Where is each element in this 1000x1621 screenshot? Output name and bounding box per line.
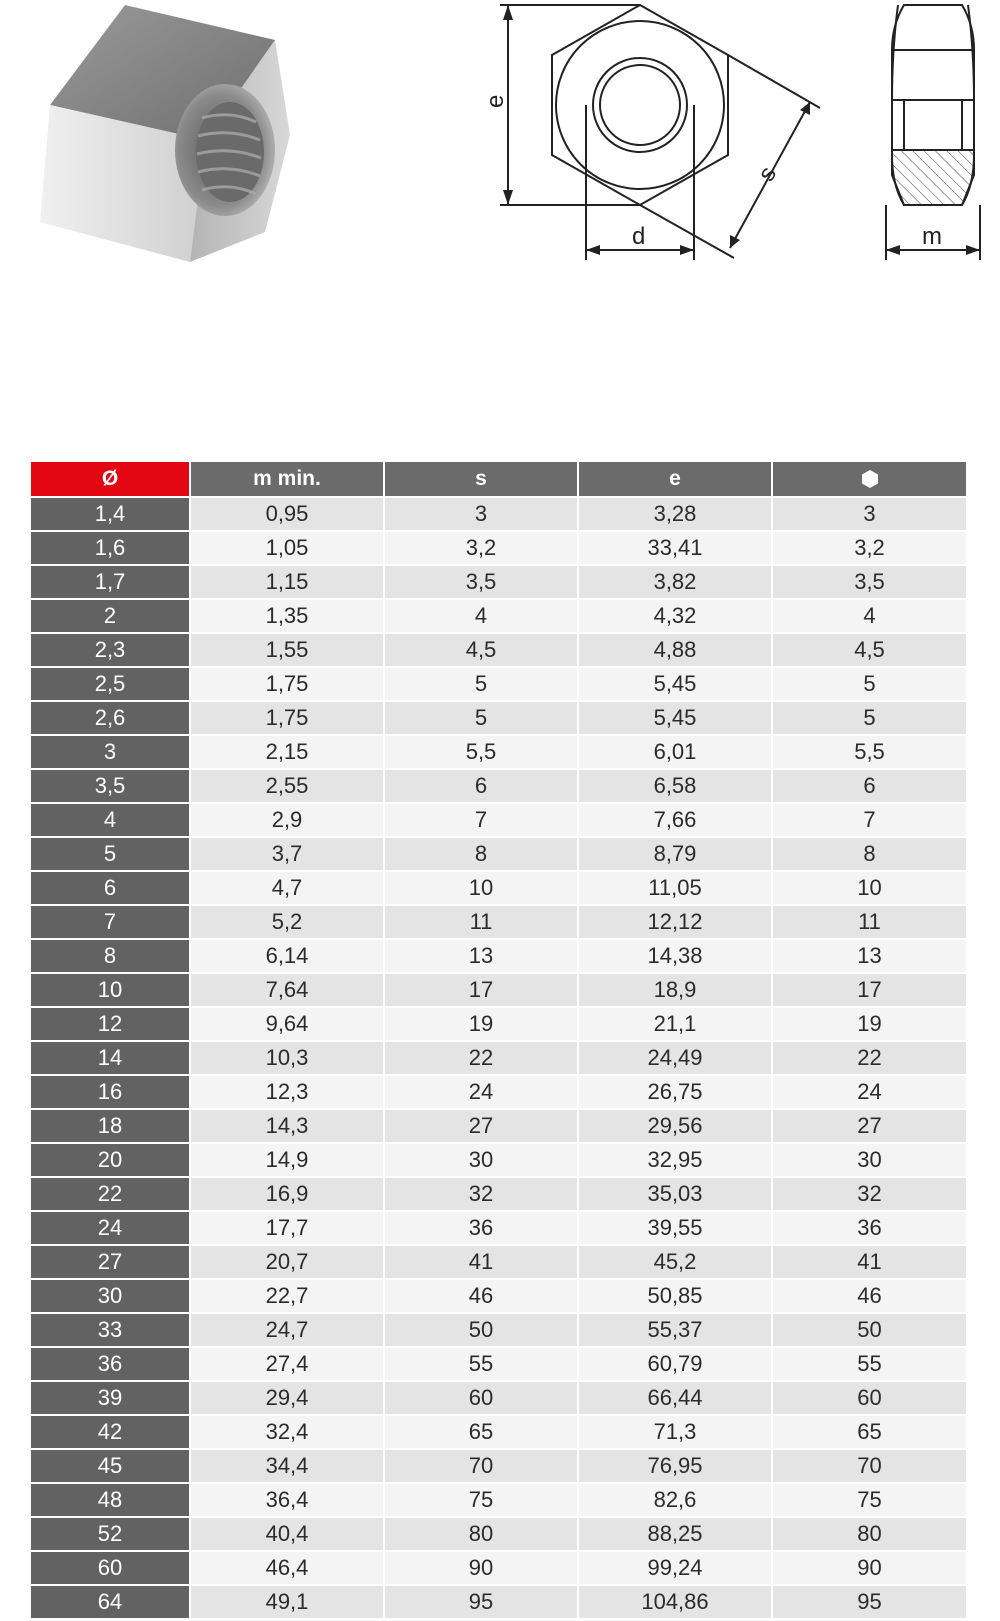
cell-s: 65 bbox=[385, 1416, 579, 1450]
cell-s: 80 bbox=[385, 1518, 579, 1552]
table-row bbox=[31, 1416, 968, 1450]
table-row bbox=[31, 906, 968, 940]
cell-s: 5 bbox=[385, 668, 579, 702]
cell-e: 39,55 bbox=[579, 1212, 773, 1246]
table-row bbox=[31, 532, 968, 566]
cell-diameter: 52 bbox=[31, 1518, 191, 1552]
cell-m-min: 32,4 bbox=[191, 1416, 385, 1450]
table-row bbox=[31, 1314, 968, 1348]
table-row bbox=[31, 1450, 968, 1484]
header-s: s bbox=[385, 462, 579, 498]
table-row bbox=[31, 566, 968, 600]
cell-s: 27 bbox=[385, 1110, 579, 1144]
table-row bbox=[31, 634, 968, 668]
cell-m-min: 16,9 bbox=[191, 1178, 385, 1212]
cell-e: 8,79 bbox=[579, 838, 773, 872]
cell-e: 18,9 bbox=[579, 974, 773, 1008]
cell-hex-size: 19 bbox=[773, 1008, 968, 1042]
table-row bbox=[31, 770, 968, 804]
cell-diameter: 48 bbox=[31, 1484, 191, 1518]
cell-diameter: 18 bbox=[31, 1110, 191, 1144]
cell-e: 7,66 bbox=[579, 804, 773, 838]
cell-m-min: 20,7 bbox=[191, 1246, 385, 1280]
cell-m-min: 1,75 bbox=[191, 702, 385, 736]
cell-hex-size: 4 bbox=[773, 600, 968, 634]
cell-diameter: 2 bbox=[31, 600, 191, 634]
cell-hex-size: 5 bbox=[773, 668, 968, 702]
dimension-label-m: m bbox=[922, 223, 942, 250]
cell-hex-size: 95 bbox=[773, 1586, 968, 1620]
cell-hex-size: 36 bbox=[773, 1212, 968, 1246]
cell-e: 32,95 bbox=[579, 1144, 773, 1178]
table-row bbox=[31, 974, 968, 1008]
cell-hex-size: 3,2 bbox=[773, 532, 968, 566]
cell-diameter: 12 bbox=[31, 1008, 191, 1042]
cell-diameter: 3,5 bbox=[31, 770, 191, 804]
cell-m-min: 6,14 bbox=[191, 940, 385, 974]
cell-e: 6,01 bbox=[579, 736, 773, 770]
cell-diameter: 33 bbox=[31, 1314, 191, 1348]
cell-s: 60 bbox=[385, 1382, 579, 1416]
cell-s: 4,5 bbox=[385, 634, 579, 668]
cell-e: 45,2 bbox=[579, 1246, 773, 1280]
cell-hex-size: 90 bbox=[773, 1552, 968, 1586]
cell-diameter: 6 bbox=[31, 872, 191, 906]
cell-diameter: 1,6 bbox=[31, 532, 191, 566]
cell-s: 13 bbox=[385, 940, 579, 974]
cell-hex-size: 70 bbox=[773, 1450, 968, 1484]
cell-diameter: 1,4 bbox=[31, 498, 191, 532]
cell-m-min: 3,7 bbox=[191, 838, 385, 872]
cell-s: 8 bbox=[385, 838, 579, 872]
cell-s: 3,5 bbox=[385, 566, 579, 600]
table-row bbox=[31, 1144, 968, 1178]
cell-e: 4,88 bbox=[579, 634, 773, 668]
cell-m-min: 1,75 bbox=[191, 668, 385, 702]
table-row bbox=[31, 804, 968, 838]
cell-e: 26,75 bbox=[579, 1076, 773, 1110]
cell-s: 5,5 bbox=[385, 736, 579, 770]
cell-e: 71,3 bbox=[579, 1416, 773, 1450]
cell-e: 6,58 bbox=[579, 770, 773, 804]
cell-s: 6 bbox=[385, 770, 579, 804]
cell-hex-size: 13 bbox=[773, 940, 968, 974]
hex-nut-dimensions-table bbox=[31, 462, 968, 1620]
cell-e: 99,24 bbox=[579, 1552, 773, 1586]
cell-e: 14,38 bbox=[579, 940, 773, 974]
cell-m-min: 34,4 bbox=[191, 1450, 385, 1484]
cell-hex-size: 22 bbox=[773, 1042, 968, 1076]
cell-diameter: 2,6 bbox=[31, 702, 191, 736]
cell-m-min: 36,4 bbox=[191, 1484, 385, 1518]
cell-m-min: 2,55 bbox=[191, 770, 385, 804]
cell-hex-size: 32 bbox=[773, 1178, 968, 1212]
table-row bbox=[31, 600, 968, 634]
cell-m-min: 2,9 bbox=[191, 804, 385, 838]
table-row bbox=[31, 838, 968, 872]
table-row bbox=[31, 1178, 968, 1212]
table-header-row bbox=[31, 462, 968, 498]
cell-s: 3 bbox=[385, 498, 579, 532]
cell-s: 75 bbox=[385, 1484, 579, 1518]
dimension-label-d: d bbox=[632, 223, 646, 250]
cell-s: 95 bbox=[385, 1586, 579, 1620]
cell-e: 3,82 bbox=[579, 566, 773, 600]
cell-m-min: 9,64 bbox=[191, 1008, 385, 1042]
cell-diameter: 1,7 bbox=[31, 566, 191, 600]
cell-diameter: 22 bbox=[31, 1178, 191, 1212]
cell-m-min: 14,9 bbox=[191, 1144, 385, 1178]
cell-e: 35,03 bbox=[579, 1178, 773, 1212]
cell-hex-size: 11 bbox=[773, 906, 968, 940]
cell-hex-size: 4,5 bbox=[773, 634, 968, 668]
cell-diameter: 45 bbox=[31, 1450, 191, 1484]
cell-hex-size: 55 bbox=[773, 1348, 968, 1382]
cell-e: 21,1 bbox=[579, 1008, 773, 1042]
table-row bbox=[31, 1280, 968, 1314]
cell-s: 11 bbox=[385, 906, 579, 940]
cell-m-min: 17,7 bbox=[191, 1212, 385, 1246]
table-row bbox=[31, 1076, 968, 1110]
cell-diameter: 42 bbox=[31, 1416, 191, 1450]
cell-hex-size: 5,5 bbox=[773, 736, 968, 770]
cell-s: 50 bbox=[385, 1314, 579, 1348]
dimension-label-s: s bbox=[752, 162, 783, 186]
table-row bbox=[31, 1518, 968, 1552]
cell-m-min: 49,1 bbox=[191, 1586, 385, 1620]
table-row bbox=[31, 1484, 968, 1518]
cell-diameter: 8 bbox=[31, 940, 191, 974]
cell-hex-size: 3 bbox=[773, 498, 968, 532]
table-row bbox=[31, 1008, 968, 1042]
cell-e: 24,49 bbox=[579, 1042, 773, 1076]
cell-s: 3,2 bbox=[385, 532, 579, 566]
table-row bbox=[31, 702, 968, 736]
header-m-min: m min. bbox=[191, 462, 385, 498]
cell-e: 3,28 bbox=[579, 498, 773, 532]
cell-s: 36 bbox=[385, 1212, 579, 1246]
cell-s: 90 bbox=[385, 1552, 579, 1586]
cell-m-min: 2,15 bbox=[191, 736, 385, 770]
cell-diameter: 60 bbox=[31, 1552, 191, 1586]
cell-s: 70 bbox=[385, 1450, 579, 1484]
cell-m-min: 1,15 bbox=[191, 566, 385, 600]
cell-diameter: 3 bbox=[31, 736, 191, 770]
cell-diameter: 39 bbox=[31, 1382, 191, 1416]
cell-s: 19 bbox=[385, 1008, 579, 1042]
table-row bbox=[31, 1042, 968, 1076]
cell-diameter: 24 bbox=[31, 1212, 191, 1246]
cell-e: 88,25 bbox=[579, 1518, 773, 1552]
cell-s: 24 bbox=[385, 1076, 579, 1110]
hex-nut-front-view-drawing bbox=[482, 0, 840, 275]
cell-hex-size: 3,5 bbox=[773, 566, 968, 600]
cell-hex-size: 65 bbox=[773, 1416, 968, 1450]
cell-e: 55,37 bbox=[579, 1314, 773, 1348]
cell-diameter: 14 bbox=[31, 1042, 191, 1076]
table-row bbox=[31, 872, 968, 906]
cell-e: 12,12 bbox=[579, 906, 773, 940]
cell-s: 46 bbox=[385, 1280, 579, 1314]
cell-m-min: 5,2 bbox=[191, 906, 385, 940]
cell-s: 4 bbox=[385, 600, 579, 634]
cell-s: 55 bbox=[385, 1348, 579, 1382]
cell-e: 29,56 bbox=[579, 1110, 773, 1144]
cell-e: 5,45 bbox=[579, 668, 773, 702]
cell-m-min: 10,3 bbox=[191, 1042, 385, 1076]
cell-hex-size: 6 bbox=[773, 770, 968, 804]
dimension-label-e: e bbox=[482, 94, 509, 108]
cell-hex-size: 30 bbox=[773, 1144, 968, 1178]
cell-m-min: 12,3 bbox=[191, 1076, 385, 1110]
table-row bbox=[31, 1246, 968, 1280]
cell-diameter: 2,3 bbox=[31, 634, 191, 668]
cell-diameter: 5 bbox=[31, 838, 191, 872]
table-row bbox=[31, 1382, 968, 1416]
cell-m-min: 1,55 bbox=[191, 634, 385, 668]
cell-diameter: 16 bbox=[31, 1076, 191, 1110]
cell-m-min: 29,4 bbox=[191, 1382, 385, 1416]
cell-m-min: 24,7 bbox=[191, 1314, 385, 1348]
cell-m-min: 22,7 bbox=[191, 1280, 385, 1314]
cell-s: 32 bbox=[385, 1178, 579, 1212]
cell-e: 4,32 bbox=[579, 600, 773, 634]
cell-diameter: 4 bbox=[31, 804, 191, 838]
cell-hex-size: 7 bbox=[773, 804, 968, 838]
cell-hex-size: 24 bbox=[773, 1076, 968, 1110]
cell-e: 60,79 bbox=[579, 1348, 773, 1382]
cell-diameter: 64 bbox=[31, 1586, 191, 1620]
cell-diameter: 27 bbox=[31, 1246, 191, 1280]
cell-m-min: 0,95 bbox=[191, 498, 385, 532]
cell-m-min: 7,64 bbox=[191, 974, 385, 1008]
cell-m-min: 40,4 bbox=[191, 1518, 385, 1552]
cell-hex-size: 50 bbox=[773, 1314, 968, 1348]
cell-diameter: 20 bbox=[31, 1144, 191, 1178]
cell-m-min: 14,3 bbox=[191, 1110, 385, 1144]
table-row bbox=[31, 1348, 968, 1382]
cell-e: 5,45 bbox=[579, 702, 773, 736]
cell-hex-size: 10 bbox=[773, 872, 968, 906]
cell-diameter: 10 bbox=[31, 974, 191, 1008]
cell-hex-size: 60 bbox=[773, 1382, 968, 1416]
cell-s: 30 bbox=[385, 1144, 579, 1178]
table-row bbox=[31, 1586, 968, 1620]
table-row bbox=[31, 1212, 968, 1246]
hex-nut-photo bbox=[30, 0, 300, 275]
cell-diameter: 7 bbox=[31, 906, 191, 940]
cell-s: 10 bbox=[385, 872, 579, 906]
hexagon-icon bbox=[861, 469, 879, 489]
cell-e: 66,44 bbox=[579, 1382, 773, 1416]
cell-m-min: 1,35 bbox=[191, 600, 385, 634]
header-hex-size bbox=[773, 462, 968, 498]
table-row bbox=[31, 1552, 968, 1586]
cell-diameter: 30 bbox=[31, 1280, 191, 1314]
cell-hex-size: 46 bbox=[773, 1280, 968, 1314]
cell-hex-size: 17 bbox=[773, 974, 968, 1008]
cell-hex-size: 80 bbox=[773, 1518, 968, 1552]
cell-e: 76,95 bbox=[579, 1450, 773, 1484]
table-row bbox=[31, 1110, 968, 1144]
table-row bbox=[31, 668, 968, 702]
cell-diameter: 2,5 bbox=[31, 668, 191, 702]
cell-hex-size: 41 bbox=[773, 1246, 968, 1280]
hex-nut-side-view-drawing bbox=[886, 0, 996, 275]
cell-s: 41 bbox=[385, 1246, 579, 1280]
cell-m-min: 1,05 bbox=[191, 532, 385, 566]
cell-hex-size: 27 bbox=[773, 1110, 968, 1144]
header-diameter: Ø bbox=[31, 462, 191, 498]
header-e: e bbox=[579, 462, 773, 498]
cell-hex-size: 8 bbox=[773, 838, 968, 872]
cell-s: 5 bbox=[385, 702, 579, 736]
cell-diameter: 36 bbox=[31, 1348, 191, 1382]
cell-m-min: 4,7 bbox=[191, 872, 385, 906]
cell-s: 17 bbox=[385, 974, 579, 1008]
table-row bbox=[31, 498, 968, 532]
cell-e: 104,86 bbox=[579, 1586, 773, 1620]
cell-m-min: 27,4 bbox=[191, 1348, 385, 1382]
cell-e: 33,41 bbox=[579, 532, 773, 566]
cell-hex-size: 5 bbox=[773, 702, 968, 736]
table-row bbox=[31, 940, 968, 974]
cell-m-min: 46,4 bbox=[191, 1552, 385, 1586]
cell-s: 7 bbox=[385, 804, 579, 838]
cell-e: 50,85 bbox=[579, 1280, 773, 1314]
cell-s: 22 bbox=[385, 1042, 579, 1076]
table-row bbox=[31, 736, 968, 770]
cell-e: 82,6 bbox=[579, 1484, 773, 1518]
cell-hex-size: 75 bbox=[773, 1484, 968, 1518]
cell-e: 11,05 bbox=[579, 872, 773, 906]
